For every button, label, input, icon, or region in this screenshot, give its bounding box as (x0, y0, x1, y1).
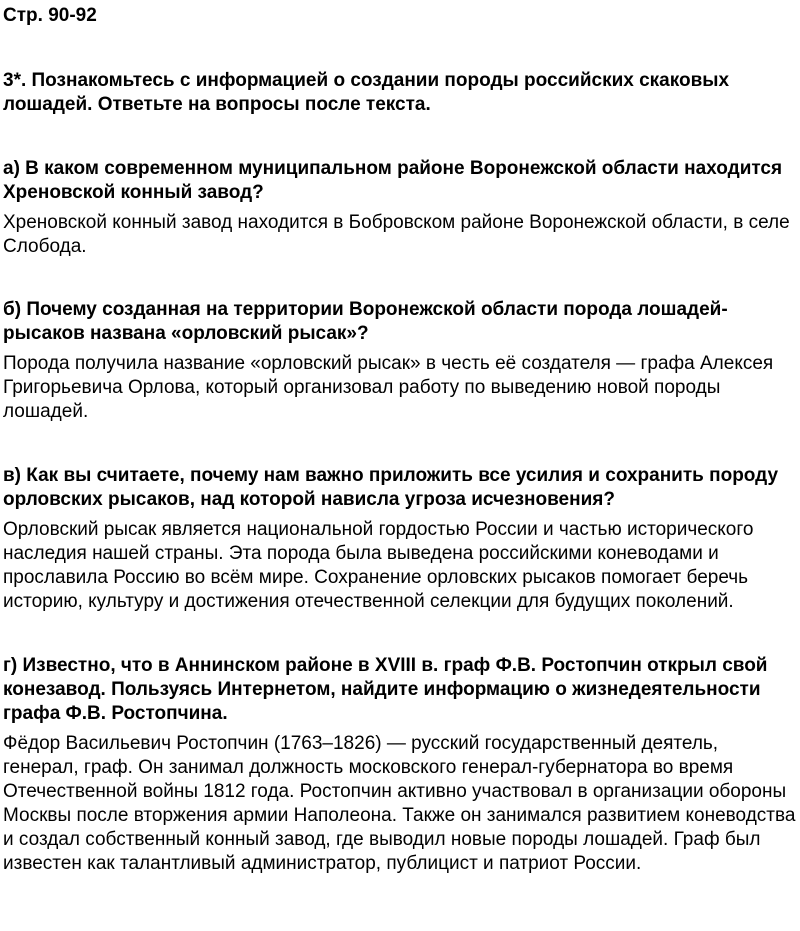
question-v: в) Как вы считаете, почему нам важно приложить все усилия и сохранить породу орловских рысаков, над которой нависла угроза исчезновения? (3, 465, 779, 510)
answer-a: Хреновской конный завод находится в Бобровском районе Воронежской области, в селе Слобода. (3, 212, 790, 257)
page-reference: Стр. 90-92 (3, 5, 97, 26)
question-b: б) Почему созданная на территории Воронежской области порода лошадей-рысаков названа «орловский рысак»? (3, 299, 728, 344)
answer-b: Порода получила название «орловский рысак» в честь её создателя — графа Алексея Григорьевича Орлова, который организовал работу по выведению новой породы лошадей. (3, 353, 774, 422)
task-heading: 3*. Познакомьтесь с информацией о создании породы российских скаковых лошадей. Ответьте на вопросы после текста. (3, 70, 730, 115)
document-page (3, 0, 798, 876)
question-g: г) Известно, что в Аннинском районе в XVIII в. граф Ф.В. Ростопчин открыл свой конезавод. Пользуясь Интернетом, найдите информацию о жизнедеятельности графа Ф.В. Ростопчина. (3, 655, 768, 724)
question-block-v (3, 464, 798, 614)
question-block-g (3, 654, 798, 876)
question-block-b (3, 298, 798, 424)
answer-g: Фёдор Васильевич Ростопчин (1763–1826) — русский государственный деятель, генерал, граф. Он занимал должность московского генерал-губернатора во время Отечественной войны 1812 года. Ростопчин активно участвовал в организации обороны Москвы после вторжения армии Наполеона. Также он занимался развитием коневодства и создал собственный конный завод, где выводил новые породы лошадей. Граф был известен как талантливый администратор, публицист и патриот России. (3, 733, 796, 874)
question-block-a (3, 157, 798, 259)
question-a: а) В каком современном муниципальном районе Воронежской области находится Хреновской конный завод? (3, 158, 783, 203)
answer-v: Орловский рысак является национальной гордостью России и частью исторического наследия нашей страны. Эта порода была выведена российскими коневодами и прославила Россию во всём мире. Сохранение орловских рысаков помогает беречь историю, культуру и достижения отечественной селекции для будущих поколений. (3, 519, 754, 612)
